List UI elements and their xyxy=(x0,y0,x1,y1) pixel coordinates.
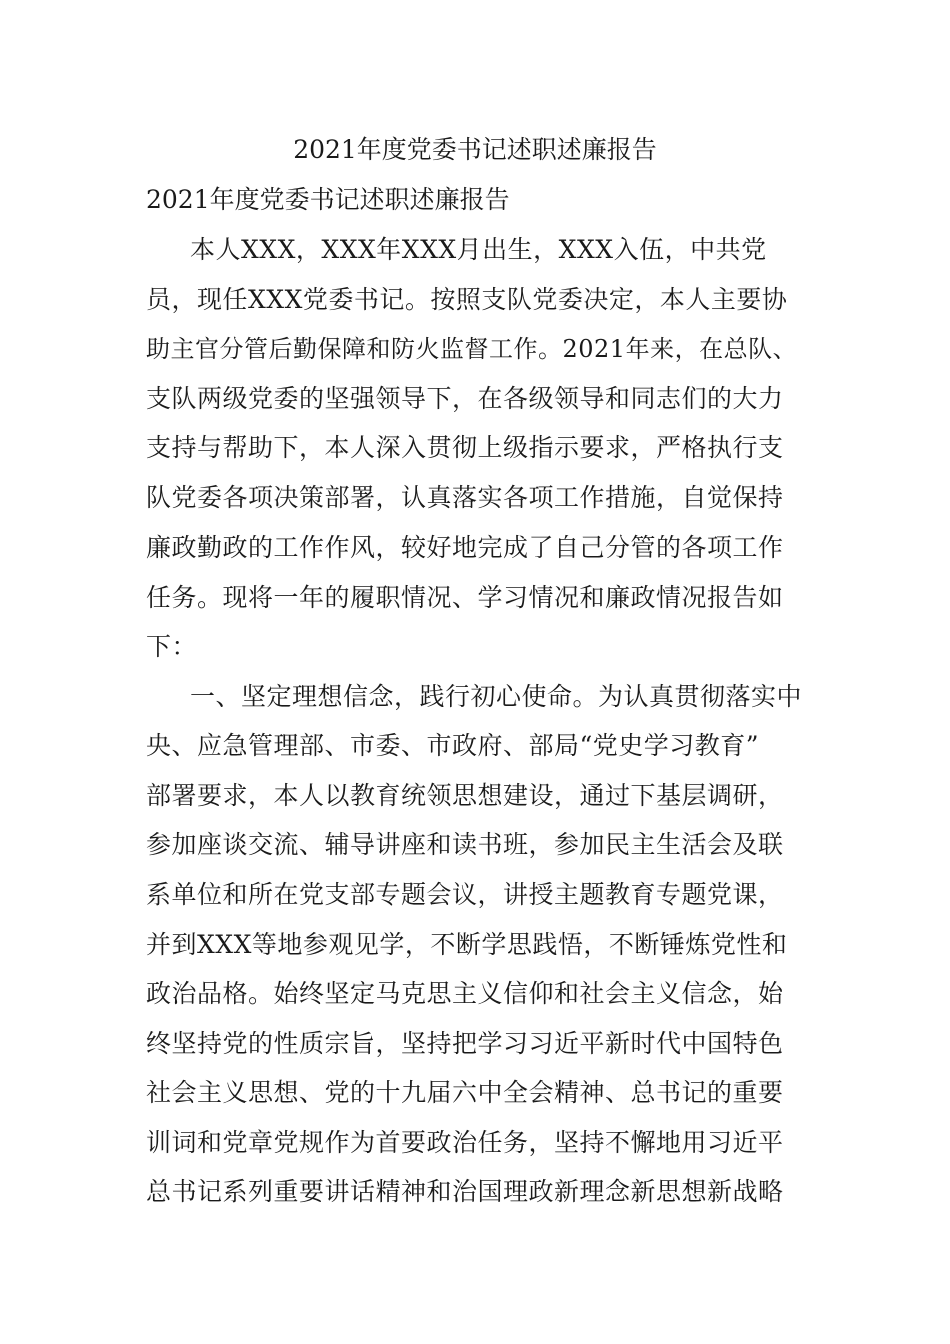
body-line: 终坚持党的性质宗旨，坚持把学习习近平新时代中国特色 xyxy=(146,1029,784,1058)
body-line: 支持与帮助下，本人深入贯彻上级指示要求，严格执行支 xyxy=(146,433,784,462)
body-line: 本人XXX，XXX年XXX月出生，XXX入伍，中共党 xyxy=(190,235,767,264)
body-line: 训词和党章党规作为首要政治任务，坚持不懈地用习近平 xyxy=(146,1128,784,1157)
body-line: 央、应急管理部、市委、市政府、部局“党史学习教育” xyxy=(146,731,760,760)
body-line: 助主官分管后勤保障和防火监督工作。2021年来，在总队、 xyxy=(146,335,798,363)
body-line: 总书记系列重要讲话精神和治国理政新理念新思想新战略 xyxy=(146,1177,784,1206)
body-line: 员，现任XXX党委书记。按照支队党委决定，本人主要协 xyxy=(146,285,788,314)
body-line: 政治品格。始终坚定马克思主义信仰和社会主义信念，始 xyxy=(146,979,784,1008)
body-line: 社会主义思想、党的十九届六中全会精神、总书记的重要 xyxy=(146,1078,784,1107)
body-line: 下： xyxy=(146,632,198,661)
body-line: 系单位和所在党支部专题会议，讲授主题教育专题党课， xyxy=(146,880,784,909)
body-line: 任务。现将一年的履职情况、学习情况和廉政情况报告如 xyxy=(146,583,784,612)
body-line: 支队两级党委的坚强领导下，在各级领导和同志们的大力 xyxy=(146,384,784,413)
body-line: 廉政勤政的工作作风，较好地完成了自己分管的各项工作 xyxy=(146,533,784,562)
body-line: 部署要求，本人以教育统领思想建设，通过下基层调研， xyxy=(146,781,784,810)
body-line: 一、坚定理想信念，践行初心使命。为认真贯彻落实中 xyxy=(190,682,803,711)
document-title: 2021年度党委书记述职述廉报告 xyxy=(293,135,657,164)
body-line: 队党委各项决策部署，认真落实各项工作措施，自觉保持 xyxy=(146,483,784,512)
body-line: 参加座谈交流、辅导讲座和读书班，参加民主生活会及联 xyxy=(146,830,784,859)
document-subtitle: 2021年度党委书记述职述廉报告 xyxy=(146,185,510,214)
body-line: 并到XXX等地参观见学，不断学思践悟，不断锤炼党性和 xyxy=(146,930,788,959)
